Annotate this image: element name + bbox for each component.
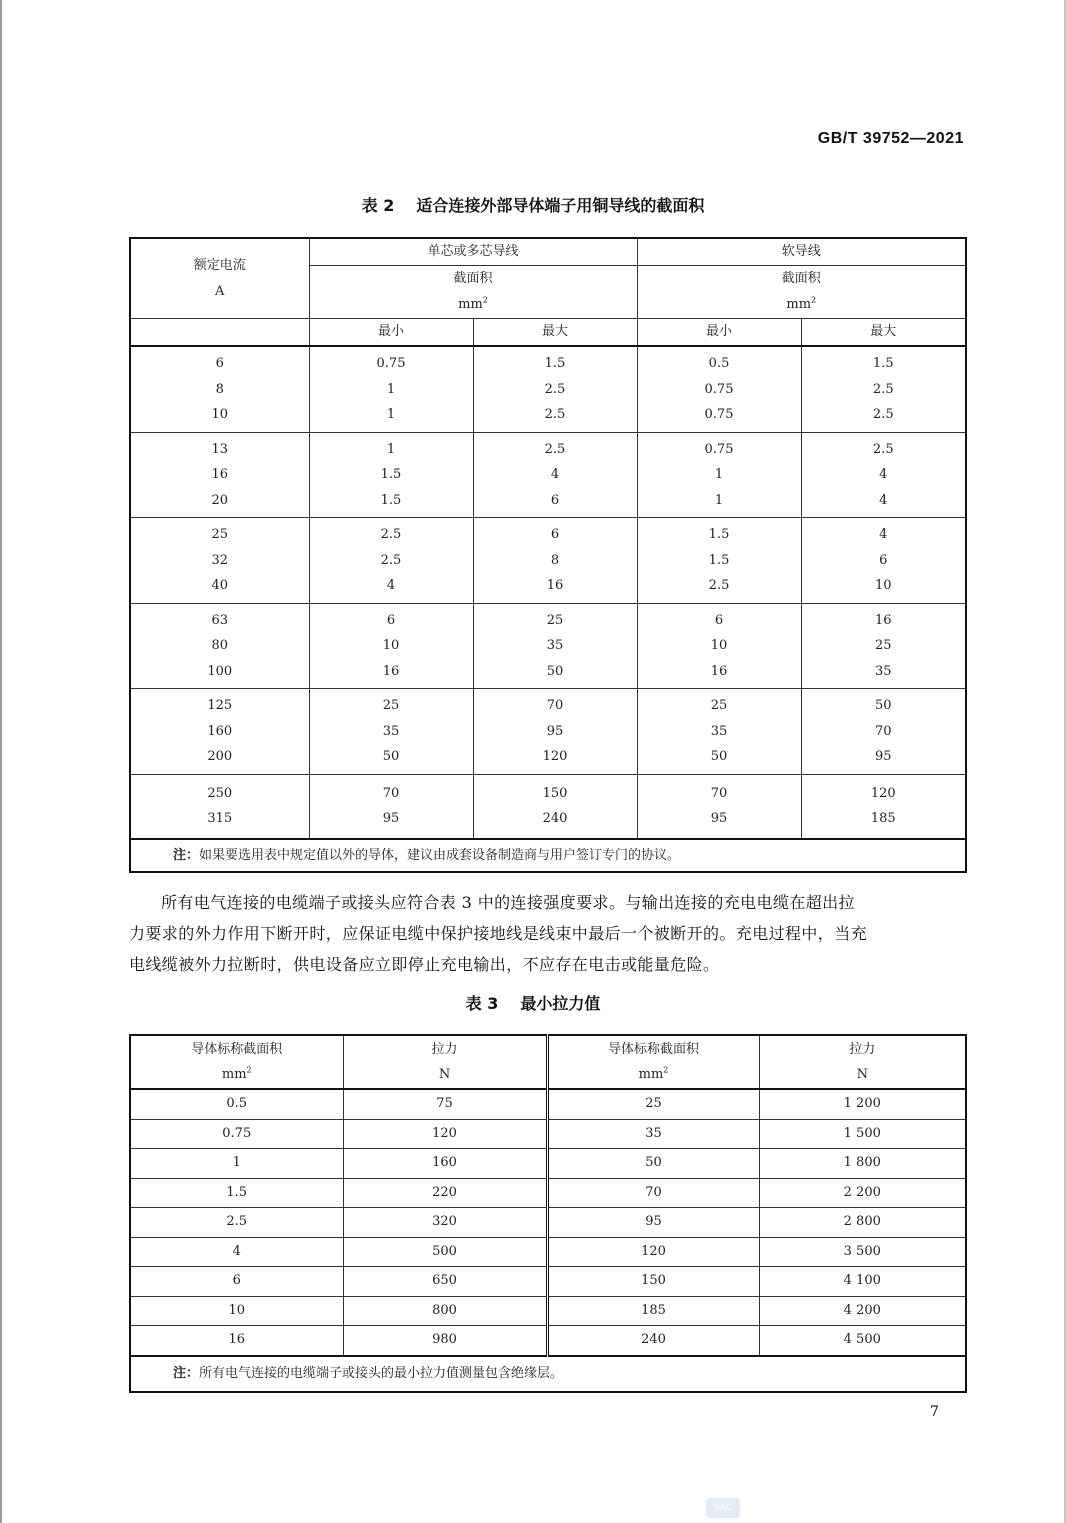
table3-cell-area-1: 4 (130, 1237, 343, 1267)
watermark-logo: SAC (706, 1498, 740, 1518)
table2-cell-solid-min (309, 689, 473, 775)
table2-value: 2.5 (544, 381, 566, 397)
table2-row-group (130, 689, 966, 775)
note-text: 所有电气连接的电缆端子或接头的最小拉力值测量包含绝缘层。 (199, 1365, 564, 1381)
table2-value: 35 (710, 723, 728, 739)
table2-cell-flex-max (801, 432, 966, 518)
table3-row (130, 1326, 966, 1356)
table2-row-group (130, 432, 966, 518)
paragraph-line: 力要求的外力作用下断开时，应保证电缆中保护接地线是线束中最后一个被断开的。充电过程中，当充 (129, 924, 868, 943)
table2-cell-flex-min (637, 774, 801, 839)
force-label: 拉力 (849, 1042, 876, 1057)
table2-value: 32 (211, 552, 229, 568)
table2-row-group (130, 774, 966, 839)
table2-value: 2.5 (380, 552, 402, 568)
table2-value: 1.5 (708, 552, 730, 568)
table2-value: 70 (382, 785, 400, 801)
table3-min-pull-force (129, 1034, 967, 1393)
table2-value: 16 (211, 467, 229, 482)
table2-value: 1 (714, 467, 724, 482)
table2-cell-solid-min (309, 346, 473, 432)
note-text: 如果要选用表中规定值以外的导体，建议由成套设备制造商与用户签订专门的协议。 (199, 847, 681, 863)
table2-value: 4 (386, 578, 396, 593)
table3-row (130, 1208, 966, 1238)
table2-cell-solid-max (473, 689, 637, 775)
table2-value: 2.5 (380, 527, 402, 542)
table2-value: 25 (875, 638, 892, 653)
table2-value: 250 (207, 785, 233, 801)
table2-value: 63 (211, 612, 229, 628)
table2-caption-text: 适合连接外部导体端子用铜导线的截面积 (416, 196, 705, 215)
table2-value: 20 (211, 492, 229, 508)
table2-value: 25 (710, 698, 728, 713)
table2-value: 1 (386, 381, 396, 397)
table2-header-flex: 软导线 (637, 238, 966, 266)
table2-cell-flex-min (637, 518, 801, 604)
table3-cell-area-2: 150 (547, 1267, 759, 1297)
table2-value: 1.5 (544, 356, 566, 371)
table3-cell-area-2: 35 (547, 1119, 759, 1149)
table2-value: 4 (879, 527, 888, 542)
table2-value: 2.5 (872, 381, 894, 397)
table2-value: 35 (546, 638, 564, 653)
table2-value: 10 (710, 638, 728, 653)
area-unit-sup: 2 (246, 1065, 252, 1075)
table2-row-group (130, 346, 966, 432)
table2-note (130, 839, 966, 873)
table2-cell-current (130, 689, 309, 775)
table2-cell-current (130, 774, 309, 839)
table2-cell-current (130, 518, 309, 604)
table2-cell-solid-max (473, 518, 637, 604)
table3-note-row (130, 1356, 966, 1393)
table2-value: 150 (542, 785, 568, 801)
table3-header-area-1 (130, 1035, 343, 1089)
table2-value: 120 (870, 785, 896, 801)
table2-header-solid-area (309, 266, 637, 319)
table2-value: 125 (207, 698, 233, 713)
table2-cell-solid-min (309, 432, 473, 518)
table2-cell-current (130, 346, 309, 432)
table3-cell-area-2: 50 (547, 1149, 759, 1179)
table2-header-row-3 (130, 319, 966, 347)
table2-value: 10 (875, 578, 892, 593)
table3-header-force-2 (759, 1035, 966, 1089)
table3-cell-area-2: 120 (547, 1237, 759, 1267)
table2-header-current (130, 238, 309, 319)
note-label: 注： (173, 1365, 200, 1381)
table2-cell-solid-max (473, 774, 637, 839)
table2-value: 1.5 (708, 527, 730, 542)
table2-note-row (130, 839, 966, 873)
table2-value: 4 (550, 467, 560, 482)
table2-value: 0.75 (376, 356, 406, 371)
table2-value: 95 (382, 811, 400, 826)
area-unit: mm (458, 297, 483, 312)
table2-value: 1 (386, 441, 396, 457)
table2-value: 40 (211, 578, 229, 593)
table3-header-area-2 (547, 1035, 759, 1089)
table2-value: 0.75 (704, 381, 734, 397)
table2-value: 1 (714, 492, 724, 508)
table2-caption (0, 193, 1066, 216)
table3-header-row (130, 1035, 966, 1089)
table2-value: 50 (710, 749, 728, 764)
table2-header-row-1 (130, 238, 966, 266)
table2-value: 4 (879, 467, 888, 482)
table2-cell-solid-min (309, 518, 473, 604)
table2-value: 50 (546, 663, 564, 679)
table3-cell-area-1: 1 (130, 1149, 343, 1179)
table2-value: 160 (207, 723, 233, 739)
table2-value: 70 (710, 785, 728, 801)
table2-value: 50 (875, 698, 892, 713)
table2-value: 315 (207, 811, 233, 826)
table2-wire-cross-section (129, 237, 967, 873)
table2-value: 25 (211, 527, 229, 542)
table3-cell-force-1: 650 (343, 1267, 547, 1297)
table3-cell-force-1: 320 (343, 1208, 547, 1238)
table3-cell-force-2: 2 800 (759, 1208, 966, 1238)
table3-cell-force-1: 800 (343, 1296, 547, 1326)
table2-value: 95 (875, 749, 892, 764)
table2-value: 6 (714, 612, 724, 628)
table2-body (130, 238, 966, 872)
table2-value: 35 (382, 723, 400, 739)
table3-header-force-1 (343, 1035, 547, 1089)
table3-cell-force-2: 1 200 (759, 1089, 966, 1119)
table2-header-flex-max: 最大 (801, 319, 966, 347)
table2-header-solid-max: 最大 (473, 319, 637, 347)
table2-value: 6 (215, 356, 224, 371)
table2-value: 50 (382, 749, 400, 764)
area-unit: mm (221, 1067, 247, 1082)
table3-cell-force-1: 75 (343, 1089, 547, 1119)
table2-value: 2.5 (544, 441, 566, 457)
area-unit: mm (638, 1067, 664, 1082)
table2-value: 6 (386, 612, 396, 628)
table3-note (130, 1356, 966, 1393)
table2-cell-flex-min (637, 689, 801, 775)
table2-cell-flex-max (801, 346, 966, 432)
table3-cell-area-1: 6 (130, 1267, 343, 1297)
page-number: 7 (930, 1404, 939, 1420)
table2-value: 6 (550, 492, 560, 508)
table2-value: 13 (211, 441, 229, 457)
body-paragraph (129, 887, 969, 980)
table2-value: 185 (870, 811, 896, 826)
table2-header-solid: 单芯或多芯导线 (309, 238, 637, 266)
table2-cell-solid-min (309, 603, 473, 689)
table2-cell-flex-max (801, 518, 966, 604)
table2-caption-number: 表 2 (361, 196, 395, 215)
standard-code: GB/T 39752—2021 (817, 130, 964, 147)
area-unit-sup: 2 (811, 295, 817, 305)
table2-value: 1.5 (380, 467, 402, 482)
table3-cell-force-2: 1 800 (759, 1149, 966, 1179)
table2-value: 70 (546, 698, 564, 713)
table2-value: 1.5 (872, 356, 894, 371)
area-unit-sup: 2 (663, 1065, 669, 1075)
table3-cell-area-1: 16 (130, 1326, 343, 1356)
table3-cell-force-1: 980 (343, 1326, 547, 1356)
table2-value: 1 (386, 407, 396, 422)
table2-value: 16 (546, 578, 564, 593)
area-unit-sup: 2 (482, 295, 488, 305)
paragraph-line: 电线缆被外力拉断时，供电设备应立即停止充电输出，不应存在电击或能量危险。 (129, 955, 720, 974)
table3-cell-area-2: 185 (547, 1296, 759, 1326)
table2-value: 200 (207, 749, 233, 764)
table2-cell-flex-min (637, 432, 801, 518)
table3-body (130, 1035, 966, 1392)
table2-value: 4 (879, 492, 888, 508)
table3-cell-area-1: 1.5 (130, 1178, 343, 1208)
table2-cell-flex-max (801, 603, 966, 689)
table2-value: 80 (211, 638, 229, 653)
table3-row (130, 1267, 966, 1297)
table2-value: 2.5 (544, 407, 566, 422)
table2-value: 1.5 (380, 492, 402, 508)
table3-caption (0, 991, 1066, 1014)
table2-value: 6 (550, 527, 560, 542)
table3-caption-number: 表 3 (465, 994, 499, 1013)
table2-cell-solid-min (309, 774, 473, 839)
table3-cell-force-1: 160 (343, 1149, 547, 1179)
table3-row (130, 1119, 966, 1149)
table2-header-solid-min: 最小 (309, 319, 473, 347)
table2-value: 2.5 (872, 441, 894, 457)
table2-value: 240 (542, 811, 568, 826)
table3-cell-force-1: 120 (343, 1119, 547, 1149)
area-unit: mm (786, 297, 812, 312)
table2-value: 0.75 (704, 407, 734, 422)
table2-cell-flex-min (637, 346, 801, 432)
table3-caption-text: 最小拉力值 (520, 994, 601, 1013)
table3-cell-force-2: 4 100 (759, 1267, 966, 1297)
table2-value: 25 (382, 698, 400, 713)
table2-value: 10 (211, 407, 229, 422)
table3-cell-area-2: 95 (547, 1208, 759, 1238)
area-label: 截面积 (453, 271, 493, 286)
table2-value: 2.5 (872, 407, 894, 422)
table3-cell-area-2: 70 (547, 1178, 759, 1208)
table3-cell-force-2: 4 500 (759, 1326, 966, 1356)
table3-row (130, 1237, 966, 1267)
table3-cell-area-1: 10 (130, 1296, 343, 1326)
table2-value: 25 (546, 612, 564, 628)
table2-cell-solid-max (473, 432, 637, 518)
table3-row (130, 1296, 966, 1326)
table3-cell-area-1: 2.5 (130, 1208, 343, 1238)
table3-cell-force-1: 500 (343, 1237, 547, 1267)
area-label: 截面积 (781, 271, 821, 286)
table2-cell-current (130, 432, 309, 518)
table3-cell-force-1: 220 (343, 1178, 547, 1208)
table2-header-blank (130, 319, 309, 347)
table2-cell-current (130, 603, 309, 689)
table2-value: 16 (710, 663, 728, 679)
table2-value: 100 (207, 663, 233, 679)
table2-value: 8 (215, 381, 224, 397)
table3-cell-force-2: 1 500 (759, 1119, 966, 1149)
force-unit: N (438, 1067, 451, 1082)
table2-cell-solid-max (473, 346, 637, 432)
table3-row (130, 1149, 966, 1179)
paragraph-line: 所有电气连接的电缆端子或接头应符合表 3 中的连接强度要求。与输出连接的充电电缆在超出拉 (161, 893, 855, 912)
page-left-edge (0, 0, 2, 1523)
table3-row (130, 1089, 966, 1119)
table2-cell-flex-max (801, 689, 966, 775)
table2-cell-flex-min (637, 603, 801, 689)
current-unit: A (215, 283, 225, 299)
table2-value: 95 (546, 723, 564, 739)
table2-value: 0.75 (704, 441, 734, 457)
table2-value: 0.5 (708, 356, 730, 371)
table3-cell-area-2: 240 (547, 1326, 759, 1356)
table2-value: 8 (550, 552, 560, 568)
table2-value: 16 (382, 663, 400, 679)
table2-value: 2.5 (708, 578, 730, 593)
table2-value: 16 (875, 612, 892, 628)
table2-value: 6 (879, 552, 888, 568)
table2-header-flex-area (637, 266, 966, 319)
current-label: 额定电流 (193, 257, 246, 273)
table3-cell-area-2: 25 (547, 1089, 759, 1119)
table2-value: 35 (875, 663, 892, 679)
table2-value: 95 (710, 811, 728, 826)
force-label: 拉力 (431, 1042, 458, 1057)
force-unit: N (856, 1067, 868, 1082)
table3-cell-force-2: 2 200 (759, 1178, 966, 1208)
note-label: 注： (173, 847, 200, 863)
table2-value: 70 (875, 723, 892, 739)
table2-value: 120 (542, 749, 568, 764)
area-label: 导体标称截面积 (191, 1042, 283, 1057)
area-label: 导体标称截面积 (607, 1042, 699, 1057)
table3-row (130, 1178, 966, 1208)
table3-cell-area-1: 0.5 (130, 1089, 343, 1119)
table2-cell-solid-max (473, 603, 637, 689)
table2-cell-flex-max (801, 774, 966, 839)
table3-cell-area-1: 0.75 (130, 1119, 343, 1149)
table2-value: 10 (382, 638, 400, 653)
table2-row-group (130, 603, 966, 689)
table2-row-group (130, 518, 966, 604)
table2-header-flex-min: 最小 (637, 319, 801, 347)
table3-cell-force-2: 4 200 (759, 1296, 966, 1326)
table3-cell-force-2: 3 500 (759, 1237, 966, 1267)
